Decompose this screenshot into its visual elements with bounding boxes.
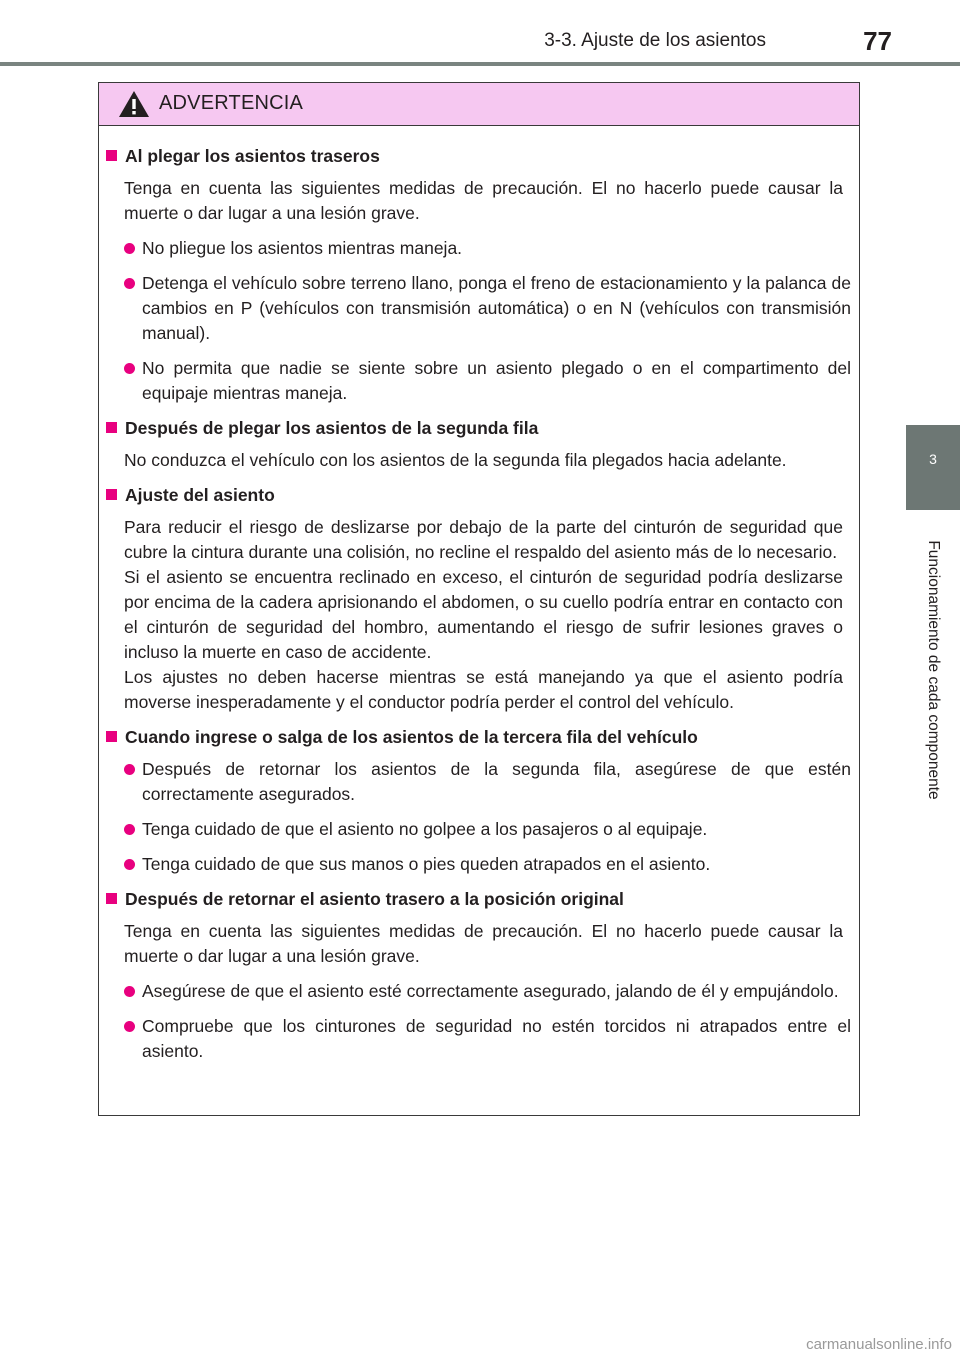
warning-header [99,83,859,126]
list-item [124,1014,851,1064]
paragraph-line: Los ajustes no deben hacerse mientras se está manejando ya que el asiento podría moverse inesperadamente y el conductor podría perder el control del vehículo. [124,667,843,712]
square-bullet-icon [106,489,117,500]
section-heading-text: Cuando ingrese o salga de los asientos de la tercera fila del vehículo [125,727,698,747]
list-item-text: Detenga el vehículo sobre terreno llano, ponga el freno de estacionamiento y la palanca de cambios en P (vehículos con transmisión automática) o en N (vehículos con transmisión manual). [142,273,851,343]
dot-bullet-icon [124,278,135,289]
dot-bullet-icon [124,243,135,254]
paragraph [124,515,843,715]
list-item-text: No permita que nadie se siente sobre un asiento plegado o en el compartimento del equipaje mientras maneja. [142,358,851,403]
header-divider [0,62,960,66]
list-item [124,757,851,807]
dot-bullet-icon [124,824,135,835]
list-item [124,852,851,877]
dot-bullet-icon [124,363,135,374]
section-heading-text: Ajuste del asiento [125,485,275,505]
chapter-number: 3 [929,451,937,467]
section-heading [106,887,851,911]
dot-bullet-icon [124,764,135,775]
list-item-text: Compruebe que los cinturones de seguridad no estén torcidos ni atrapados entre el asiento. [142,1016,851,1061]
section-heading-text: Después de plegar los asientos de la segunda fila [125,418,539,438]
warning-triangle-icon [117,89,151,119]
chapter-caption-text: Funcionamiento de cada componente [925,540,942,800]
paragraph: Tenga en cuenta las siguientes medidas de precaución. El no hacerlo puede causar la muerte o dar lugar a una lesión grave. [124,921,843,966]
paragraph: Tenga en cuenta las siguientes medidas de precaución. El no hacerlo puede causar la muerte o dar lugar a una lesión grave. [124,178,843,223]
paragraph: No conduzca el vehículo con los asientos de la segunda fila plegados hacia adelante. [124,450,787,470]
list-item [124,979,851,1004]
square-bullet-icon [106,422,117,433]
section-heading [106,144,851,168]
warning-box [98,82,860,1116]
list-item [124,236,851,261]
page-number: 77 [863,26,892,56]
section-heading [106,725,851,749]
list-item-text: Tenga cuidado de que sus manos o pies queden atrapados en el asiento. [142,854,711,874]
list-item-text: Tenga cuidado de que el asiento no golpee a los pasajeros o al equipaje. [142,819,708,839]
section-heading [106,483,851,507]
section-heading-text: Al plegar los asientos traseros [125,146,380,166]
list-item-text: Después de retornar los asientos de la segunda fila, asegúrese de que estén correctamente asegurados. [142,759,851,804]
section-heading-text: Después de retornar el asiento trasero a la posición original [125,889,624,909]
list-item [124,356,851,406]
watermark: carmanualsonline.info [806,1336,952,1353]
list-item-text: No pliegue los asientos mientras maneja. [142,238,463,258]
list-item [124,271,851,346]
dot-bullet-icon [124,1021,135,1032]
square-bullet-icon [106,731,117,742]
square-bullet-icon [106,150,117,161]
warning-body [99,126,859,1064]
section-heading [106,416,851,440]
paragraph-line: Para reducir el riesgo de deslizarse por debajo de la parte del cinturón de seguridad que cubre la cintura durante una colisión, no recline el respaldo del asiento más de lo necesario. [124,517,843,562]
square-bullet-icon [106,893,117,904]
paragraph-line: Si el asiento se encuentra reclinado en exceso, el cinturón de seguridad podría deslizarse por encima de la cadera aprisionando el abdomen, o su cuello podría entrar en contacto con el cinturón de seguridad del hombro, aumentando el riesgo de sufrir lesiones graves o incluso la muerte en caso de accidente. [124,567,843,662]
dot-bullet-icon [124,859,135,870]
warning-title: ADVERTENCIA [159,92,304,114]
list-item [124,817,851,842]
chapter-tab[interactable] [906,425,960,510]
list-item-text: Asegúrese de que el asiento esté correctamente asegurado, jalando de él y empujándolo. [142,981,839,1001]
dot-bullet-icon [124,986,135,997]
section-title: 3-3. Ajuste de los asientos [544,30,766,51]
